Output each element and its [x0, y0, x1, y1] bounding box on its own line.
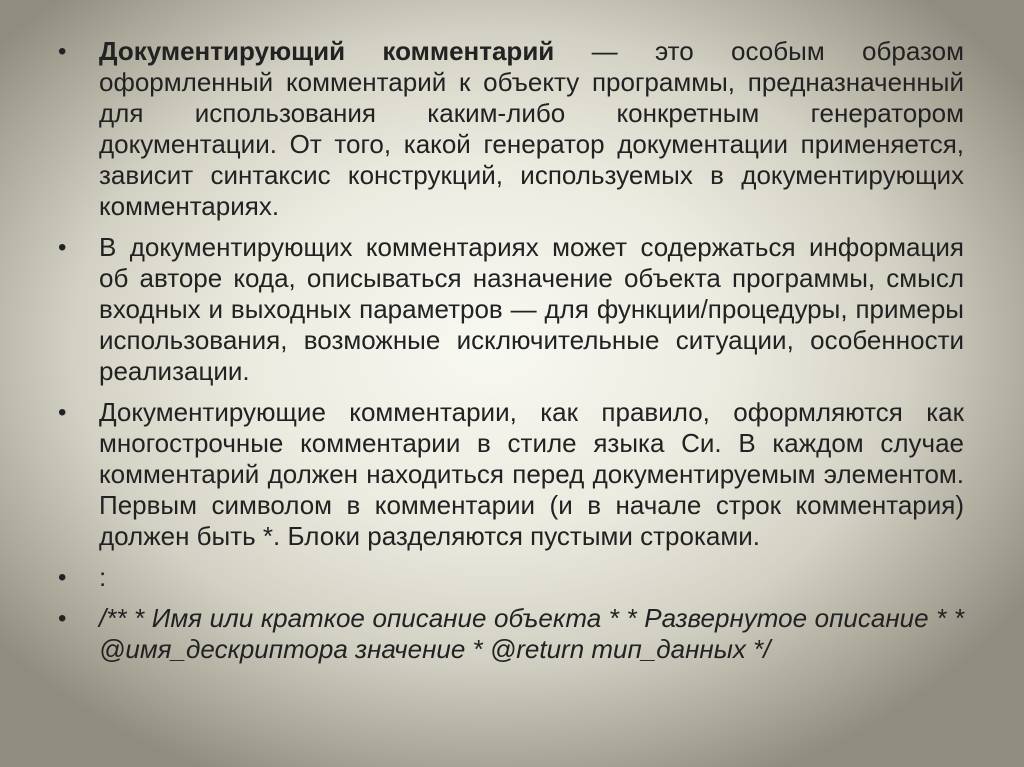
bullet-item-format [58, 397, 964, 552]
bullet-item-colon [58, 562, 964, 593]
bullet-icon: • [58, 399, 67, 426]
term-bold: Документирующий комментарий [99, 36, 555, 66]
bullet-icon: • [58, 564, 67, 591]
bullet-text: Документирующие комментарии, как правило, оформляются как многострочные комментарии в стиле языка Си. В каждом случае комментарий должен находиться перед документируемым элементом. Первым символом в комментарии (и в начале строк комментария) должен быть *. Блоки разделяются пустыми строками. [99, 397, 964, 551]
bullet-icon: • [58, 38, 67, 65]
bullet-item-code-example [58, 603, 964, 665]
bullet-list [58, 36, 964, 675]
bullet-text [99, 36, 964, 222]
definition-text: — это особым образом оформленный комментарий к объекту программы, предназначенный для использования каким-либо конкретным генератором документации. От того, какой генератор документации применяется, зависит синтаксис конструкций, используемых в документирующих комментариях. [99, 36, 964, 221]
code-example-text: /** * Имя или краткое описание объекта * * Развернутое описание * * @имя_дескриптора значение * @return тип_данных */ [99, 603, 964, 664]
bullet-icon: • [58, 605, 67, 632]
bullet-icon: • [58, 234, 67, 261]
bullet-item-definition [58, 36, 964, 222]
bullet-text: В документирующих комментариях может содержаться информация об авторе кода, описываться назначение объекта программы, смысл входных и выходных параметров — для функции/процедуры, примеры использования, возможные исключительные ситуации, особенности реализации. [99, 232, 964, 386]
bullet-text: : [99, 562, 107, 592]
bullet-item-content [58, 232, 964, 387]
